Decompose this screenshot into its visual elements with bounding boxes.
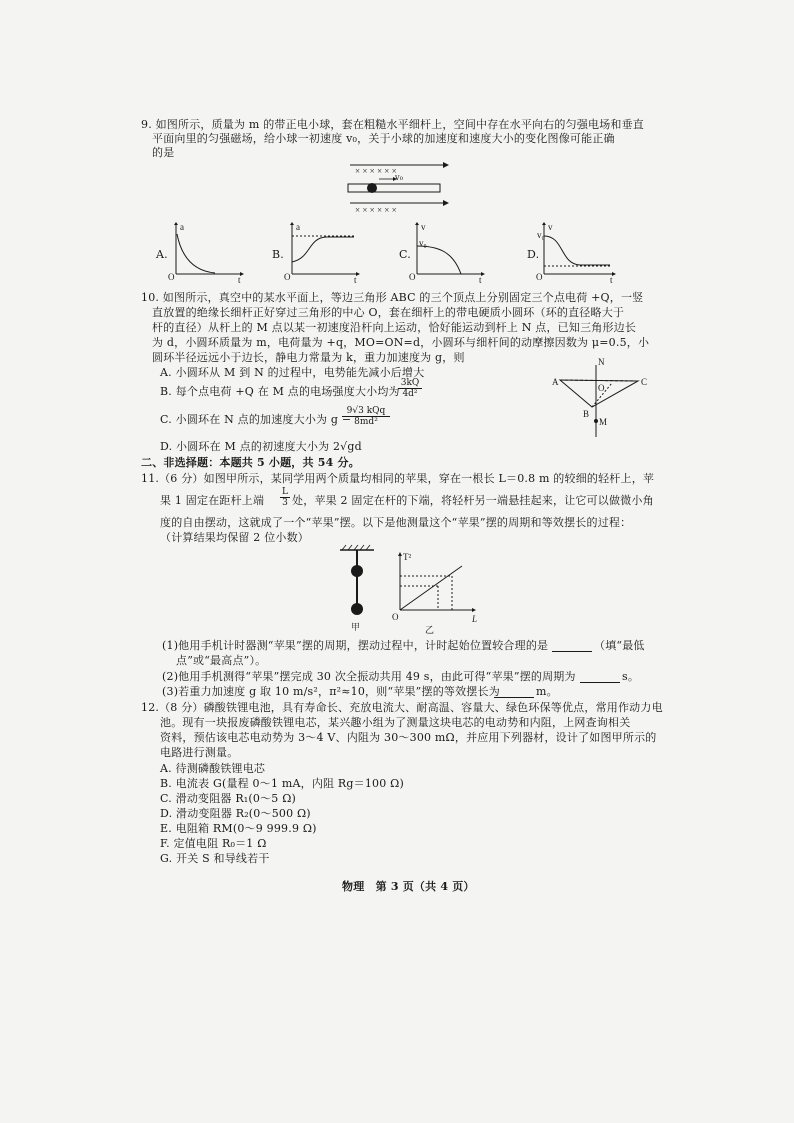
q10-option-c: C. 小圆环在 N 点的加速度大小为 g − — [160, 413, 352, 426]
q9-option-a: A. — [156, 248, 168, 261]
q12-line3: 资料，预估该电芯电动势为 3～4 V、内阻为 30～300 mΩ，并应用下列器材，设计了如图甲所示的 — [160, 731, 657, 744]
q12-item-c: C. 滑动变阻器 R₁(0～5 Ω) — [160, 792, 297, 805]
q9-v0-label: v₀ — [395, 173, 404, 182]
q9-graph-a-y-label: a — [180, 222, 184, 232]
q9-graph-c-y-label: v — [421, 222, 426, 232]
q11-line3: 度的自由摆动，这就成了一个“苹果”摆。以下是他测量这个“苹果”摆的周期和等效摆长的过程： — [160, 516, 632, 529]
q9-graph-d — [536, 222, 618, 285]
q11-fig-yi-origin: O — [392, 612, 399, 622]
q9-line1: 9. 如图所示，质量为 m 的带正电小球，套在粗糙水平细杆上，空间中存在水平向右的匀强电场和垂直 — [141, 118, 645, 131]
q11-figure-yi — [390, 552, 480, 622]
q11-fig-jia-label: 甲 — [351, 623, 361, 633]
q9-graph-c-x-label: t — [479, 275, 482, 285]
q12-line1: 12.（8 分）磷酸铁锂电池，具有寿命长、充放电流大、耐高温、容量大、绿色环保等优点，常用作动力电 — [141, 701, 663, 714]
q9-graph-c — [409, 222, 486, 285]
q11-sub3-unit: m。 — [536, 685, 558, 698]
q11-sub2-unit: s。 — [622, 670, 640, 683]
q11-fraction-numerator: L — [280, 487, 290, 498]
q12-line2: 池。现有一块报废磷酸铁锂电芯，某兴趣小组为了测量这块电芯的电动势和内阻，上网查询相关 — [160, 716, 631, 729]
q9-graph-a-origin: O — [168, 272, 175, 282]
q9-graph-d-y-label: v — [548, 222, 553, 232]
q9-graph-b — [284, 222, 361, 285]
q10-option-a: A. 小圆环从 M 到 N 的过程中，电势能先减小后增大 — [160, 366, 425, 379]
q10-line3: 杆的直径）从杆上的 M 点以某一初速度沿杆向上运动，恰好能运动到杆上 N 点，已知三角形边长 — [152, 321, 637, 334]
q11-line2a: 果 1 固定在距杆上端 — [160, 494, 265, 507]
q9-option-b: B. — [272, 248, 284, 261]
q11-fig-yi-x-label: L — [472, 614, 478, 624]
q9-graph-b-origin: O — [284, 272, 291, 282]
q11-sub2-blank[interactable] — [580, 682, 620, 683]
q10-option-b-fraction — [398, 378, 422, 399]
q10-line2: 直放置的绝缘长细杆正好穿过三角形的中心 O，套在细杆上的带电硬质小圆环（环的直径略大于 — [152, 306, 625, 319]
q9-graph-d-v0: v₀ — [537, 230, 545, 240]
q9-graph-d-origin: O — [536, 272, 543, 282]
q9-graph-c-v0: v₀ — [419, 238, 427, 248]
q12-line4: 电路进行测量。 — [160, 746, 239, 759]
q9-graph-c-origin: O — [409, 272, 416, 282]
q10-fig-label-m: M — [599, 417, 608, 427]
q9-option-d: D. — [527, 248, 540, 261]
q10-fig-label-n: N — [598, 357, 605, 367]
q10-option-c-denominator: 8md² — [354, 417, 378, 427]
section-2-heading: 二、非选择题：本题共 5 小题，共 54 分。 — [141, 456, 360, 469]
q11-sub1-hint-cont: 点”或“最高点”）。 — [176, 654, 267, 667]
q11-fraction-denominator: 3 — [282, 498, 288, 508]
q11-sub1-blank[interactable] — [552, 651, 592, 652]
q10-option-b-denominator: 4d² — [402, 389, 418, 399]
q10-fig-label-b: B — [583, 409, 590, 419]
q11-fig-yi-label: 乙 — [425, 626, 435, 636]
q11-line1: 11.（6 分）如图甲所示，某同学用两个质量均相同的苹果，穿在一根长 L＝0.8 m 的较细的轻杆上，苹 — [141, 472, 655, 485]
q12-item-e: E. 电阻箱 RM(0～9 999.9 Ω) — [160, 822, 317, 835]
q10-line1: 10. 如图所示，真空中的某水平面上，等边三角形 ABC 的三个顶点上分别固定三个点电荷 +Q，一竖 — [141, 291, 644, 304]
svg-text:× × × × × ×: × × × × × × — [355, 205, 397, 215]
q12-item-a: A. 待测磷酸铁锂电芯 — [160, 762, 266, 775]
q12-item-g: G. 开关 S 和导线若干 — [160, 852, 270, 865]
q11-sub2-text: (2)他用手机测得“苹果”摆完成 30 次全振动共用 49 s，由此可得“苹果”摆的周期为 — [162, 670, 576, 683]
q9-graph-b-y-label: a — [296, 222, 300, 232]
q11-line4: （计算结果均保留 2 位小数） — [160, 531, 309, 544]
q12-item-f: F. 定值电阻 R₀＝1 Ω — [160, 837, 267, 850]
q11-fraction — [280, 487, 290, 508]
q9-graph-a-x-label: t — [238, 275, 241, 285]
q9-option-c: C. — [399, 248, 411, 261]
q10-fig-label-c: C — [641, 377, 648, 387]
q11-sub1-text: (1)他用手机计时器测“苹果”摆的周期，摆动过程中，计时起始位置较合理的是 — [162, 639, 549, 652]
q11-sub3-text: (3)若重力加速度 g 取 10 m/s²，π²≈10，则“苹果”摆的等效摆长为 — [162, 685, 500, 698]
q10-fig-label-a: A — [552, 377, 559, 387]
q10-line5: 圆环半径远远小于边长，静电力常量为 k，重力加速度为 g，则 — [152, 351, 465, 364]
q10-option-d: D. 小圆环在 M 点的初速度大小为 2√gd — [160, 440, 362, 453]
q12-item-d: D. 滑动变阻器 R₂(0～500 Ω) — [160, 807, 311, 820]
q10-triangle-figure — [552, 355, 652, 440]
q9-graph-a — [168, 222, 245, 285]
q11-line2b: 处，苹果 2 固定在杆的下端，将轻杆另一端悬挂起来，让它可以做微小角 — [292, 494, 654, 507]
q11-sub3-blank[interactable] — [494, 697, 534, 698]
q10-option-b-numerator: 3kQ — [398, 378, 422, 389]
page-footer: 物理 第 3 页（共 4 页） — [342, 880, 475, 893]
q10-fig-label-o: O — [598, 383, 605, 393]
q10-option-c-fraction — [342, 406, 390, 427]
q9-line3: 的是 — [152, 146, 175, 159]
q11-fig-yi-y-label: T² — [403, 552, 412, 562]
q10-option-c-numerator: 9√3 kQq — [342, 406, 390, 417]
svg-text:× × × × × ×: × × × × × × — [355, 166, 397, 176]
q10-option-b: B. 每个点电荷 +Q 在 M 点的电场强度大小均为 — [160, 385, 400, 398]
q12-item-b: B. 电流表 G(量程 0～1 mA，内阻 Rg＝100 Ω) — [160, 777, 404, 790]
q9-graph-d-x-label: t — [610, 275, 613, 285]
q9-setup-figure — [345, 160, 455, 220]
q9-graph-b-x-label: t — [354, 275, 357, 285]
q11-figure-jia — [338, 545, 378, 625]
q10-line4: 为 d，小圆环质量为 m，电荷量为 +q，MO=ON=d，小圆环与细杆间的动摩擦因数为 μ=0.5，小 — [152, 336, 650, 349]
q9-line2: 平面向里的匀强磁场，给小球一初速度 v₀，关于小球的加速度和速度大小的变化图像可能正确 — [152, 132, 615, 145]
q11-sub1-hint: （填“最低 — [594, 639, 645, 652]
